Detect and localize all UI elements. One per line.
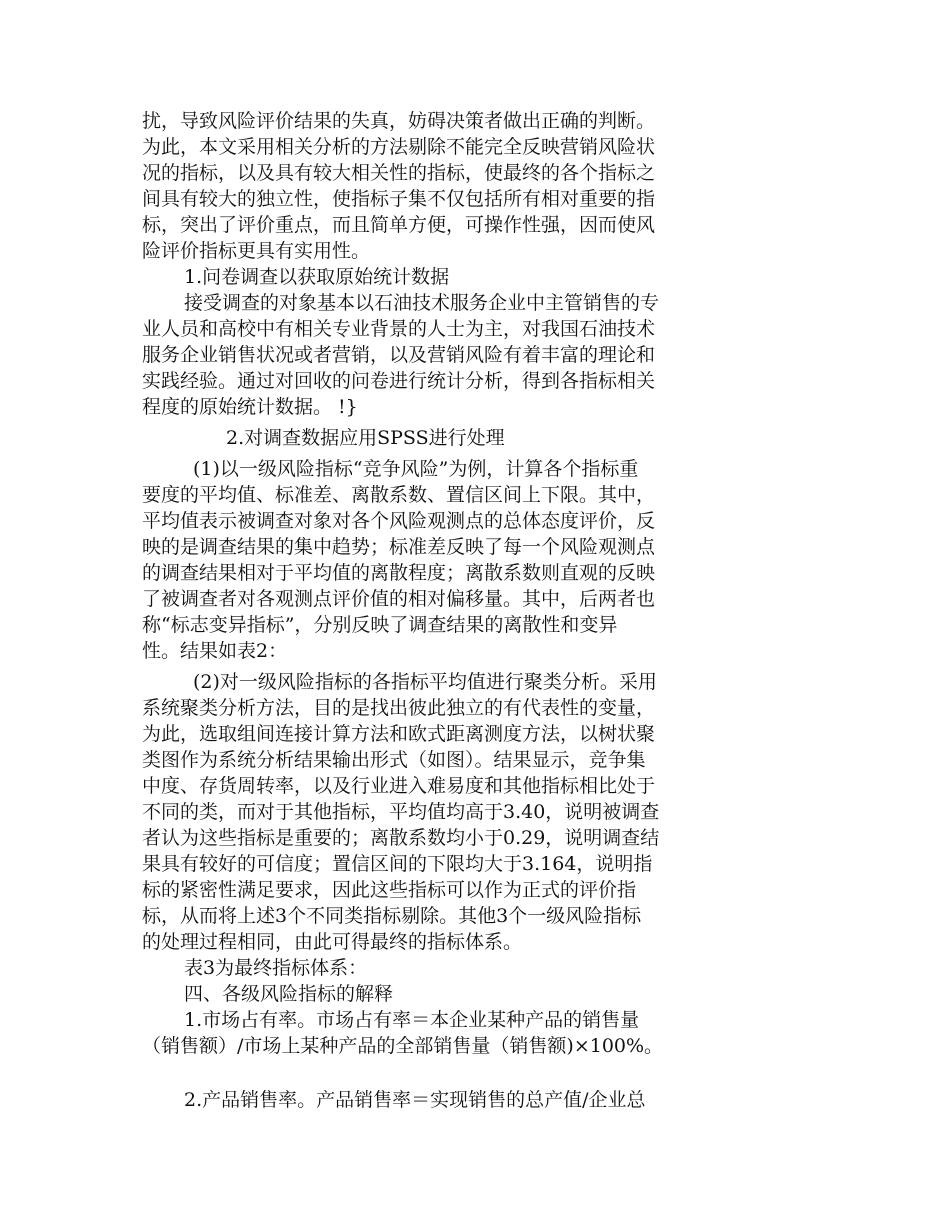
text-line: 为此，选取组间连接计算方法和欧式距离测度方法，以树状聚 [142, 723, 656, 745]
paragraph-market-share [142, 1007, 742, 1059]
text-line: 扰，导致风险评价结果的失真，妨碍决策者做出正确的判断。 [142, 110, 656, 132]
section-heading-questionnaire: 1.问卷调查以获取原始统计数据 [184, 266, 450, 288]
text-line: 要度的平均值、标准差、离散系数、置信区间上下限。其中， [142, 484, 656, 506]
text-line: 程度的原始统计数据。 !} [142, 396, 358, 418]
section-heading-spss: 2.对调查数据应用SPSS进行处理 [226, 427, 505, 449]
paragraph-step-2 [142, 669, 742, 955]
section-heading-explanations: 四、各级风险指标的解释 [184, 983, 394, 1005]
text-line: 称“标志变异指标”，分别反映了调查结果的离散性和变异 [142, 614, 618, 636]
text-line: 间具有较大的独立性，使指标子集不仅包括所有相对重要的指 [142, 188, 656, 210]
text-line: （销售额）/市场上某种产品的全部销售量（销售额)×100%。 [142, 1035, 664, 1057]
text-line: 果具有较好的可信度；置信区间的下限均大于3.164，说明指 [142, 853, 653, 875]
text-line: 了被调查者对各观测点评价值的相对偏移量。其中，后两者也 [142, 588, 656, 610]
text-line: 标，突出了评价重点，而且简单方便，可操作性强，因而使风 [142, 214, 656, 236]
text-line: 的调查结果相对于平均值的离散程度；离散系数则直观的反映 [142, 562, 656, 584]
text-line: 系统聚类分析方法，目的是找出彼此独立的有代表性的变量， [142, 697, 656, 719]
text-line: 险评价指标更具有实用性。 [142, 240, 371, 262]
text-line: 平均值表示被调查对象对各个风险观测点的总体态度评价，反 [142, 510, 656, 532]
text-line: 不同的类，而对于其他指标，平均值均高于3.40，说明被调查 [142, 801, 660, 823]
text-line: 业人员和高校中有相关专业背景的人士为主，对我国石油技术 [142, 318, 656, 340]
text-line: 标的紧密性满足要求，因此这些指标可以作为正式的评价指 [142, 879, 637, 901]
text-line: 的处理过程相同，由此可得最终的指标体系。 [142, 931, 523, 953]
paragraph-intro [142, 108, 742, 264]
paragraph-survey [142, 290, 742, 420]
text-line: 况的指标，以及具有较大相关性的指标，使最终的各个指标之 [142, 162, 656, 184]
text-line: 类图作为系统分析结果输出形式（如图）。结果显示，竞争集 [142, 749, 646, 771]
text-line: 为此，本文采用相关分析的方法剔除不能完全反映营销风险状 [142, 136, 656, 158]
paragraph-step-1 [142, 456, 742, 664]
text-line: 中度、存货周转率，以及行业进入难易度和其他指标相比处于 [142, 775, 656, 797]
text-line: 2.产品销售率。产品销售率＝实现销售的总产值/企业总 [184, 1089, 646, 1111]
text-line: 实践经验。通过对回收的问卷进行统计分析，得到各指标相关 [142, 370, 656, 392]
text-line: 性。结果如表2： [142, 640, 288, 662]
text-line: (1)以一级风险指标“竞争风险”为例，计算各个指标重 [193, 458, 639, 480]
text-line: 接受调查的对象基本以石油技术服务企业中主管销售的专 [184, 292, 660, 314]
text-line: 标，从而将上述3个不同类指标剔除。其他3个一级风险指标 [142, 905, 642, 927]
text-line: 服务企业销售状况或者营销，以及营销风险有着丰富的理论和 [142, 344, 656, 366]
text-line: 映的是调查结果的集中趋势；标准差反映了每一个风险观测点 [142, 536, 656, 558]
paragraph-sales-rate [142, 1087, 742, 1113]
text-line: 1.市场占有率。市场占有率＝本企业某种产品的销售量 [184, 1009, 640, 1031]
text-line: 者认为这些指标是重要的；离散系数均小于0.29，说明调查结 [142, 827, 660, 849]
text-line: (2)对一级风险指标的各指标平均值进行聚类分析。采用 [193, 671, 657, 693]
document-body [142, 108, 742, 1113]
table-3-caption: 表3为最终指标体系： [184, 957, 368, 979]
